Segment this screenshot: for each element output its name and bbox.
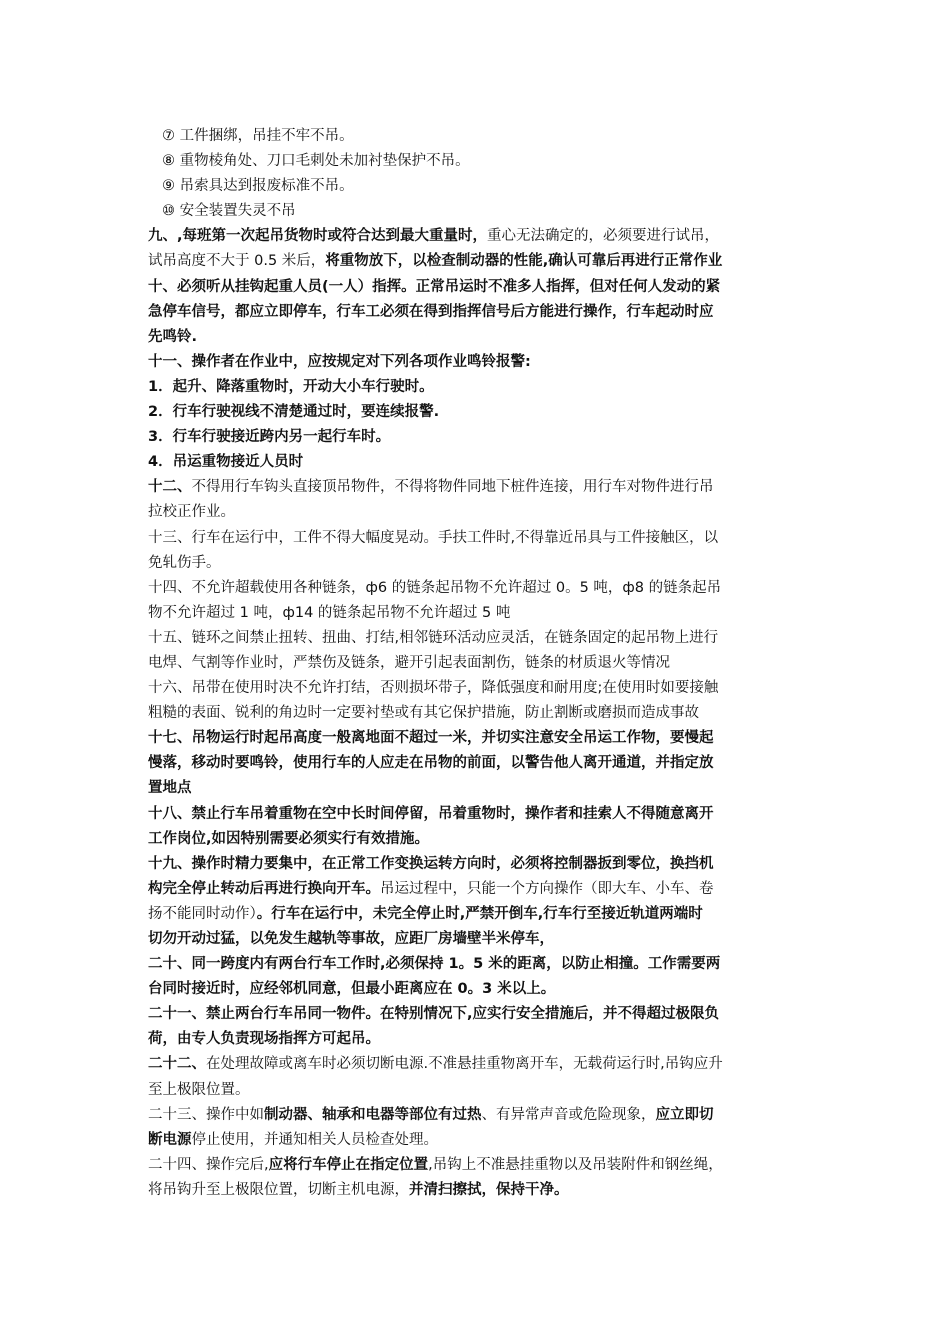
safety-rules-text (148, 124, 816, 1203)
text-line (148, 249, 816, 274)
text-line (148, 802, 816, 827)
body-text: 扬不能同时动作） (148, 905, 257, 922)
bold-text: 九、,每班第一次起吊货物时或符合达到最大重量时， (148, 228, 488, 245)
text-line (148, 626, 816, 651)
bold-text: 切勿开动过猛，以免发生越轨等事故，应距厂房墙壁半米停车， (148, 931, 554, 947)
body-text: 至上极限位置。 (148, 1081, 250, 1098)
text-line (148, 400, 816, 425)
text-line (148, 902, 816, 927)
text-line (148, 526, 816, 551)
body-text: ⑦ 工件捆绑，吊挂不牢不吊。 (162, 128, 354, 144)
text-line (148, 1078, 816, 1103)
text-line (148, 551, 816, 576)
body-text: 免轧伤手。 (148, 554, 221, 571)
bold-text: 应立即切 (655, 1106, 714, 1123)
body-text: 十四、不允许超载使用各种链条，ф6 的链条起吊物不允许超过 0。5 吨，ф8 的链条起吊 (148, 579, 722, 596)
body-text: ⑧ 重物棱角处、刀口毛刺处未加衬垫保护不吊。 (162, 153, 470, 170)
bold-text: 十九、操作时精力要集中，在正常工作变换运转方向时，必须将控制器扳到零位，换挡机 (148, 855, 714, 872)
text-line (148, 601, 816, 626)
body-text: 停止使用，并通知相关人员检查处理。 (191, 1131, 438, 1148)
bold-text: 慢落，移动时要鸣铃，使用行车的人应走在吊物的前面，以警告他人离开通道，并指定放 (148, 755, 714, 772)
body-text: 拉校正作业。 (148, 504, 235, 521)
text-line (148, 827, 816, 852)
bold-text: 2．行车行驶视线不清楚通过时，要连续报警. (148, 404, 440, 421)
body-text: 十六、吊带在使用时决不允许打结，否则损坏带子，降低强度和耐用度;在使用时如要接触 (148, 680, 719, 697)
bold-text: 二十二、 (148, 1056, 206, 1073)
text-line (148, 1002, 816, 1027)
bold-text: 先鸣铃. (148, 328, 198, 345)
body-text: ⑨ 吊索具达到报废标准不吊。 (162, 178, 354, 195)
text-line (148, 1103, 816, 1128)
text-line (148, 174, 816, 199)
bold-text: 断电源 (148, 1131, 192, 1148)
body-text: 试吊高度不大于 0.5 米后， (148, 253, 326, 270)
body-text: 在处理故障或离车时必须切断电源.不准悬挂重物离开车，无载荷运行时,吊钩应升 (206, 1056, 723, 1073)
body-text: 粗糙的表面、锐利的角边时一定要衬垫或有其它保护措施，防止割断或磨损而造成事故 (148, 705, 699, 722)
bold-text: 。行车在运行中，未完全停止时,严禁开倒车,行车行至接近轨道两端时 (256, 905, 703, 922)
text-line (148, 425, 816, 450)
body-text: 将吊钩升至上极限位置，切断主机电源， (148, 1181, 409, 1198)
text-line (148, 224, 816, 249)
bold-text: 应将行车停止在指定位置 (268, 1156, 429, 1173)
text-line (148, 475, 816, 500)
bold-text: 3．行车行驶接近跨内另一起行车时。 (148, 429, 391, 446)
text-line (148, 651, 816, 676)
bold-text: 十八、禁止行车吊着重物在空中长时间停留，吊着重物时，操作者和挂索人不得随意离开 (148, 805, 714, 822)
text-line (148, 450, 816, 475)
text-line (148, 325, 816, 350)
bold-text: 1．起升、降落重物时，开动大小车行驶时。 (148, 378, 434, 395)
body-text: 二十三、操作中如 (148, 1106, 264, 1123)
text-line (148, 300, 816, 325)
text-line (148, 500, 816, 525)
bold-text: 制动器、轴承和电器等部位有过热 (264, 1106, 482, 1123)
bold-text: 将重物放下，以检查制动器的性能,确认可靠后再进行正常作业 (325, 253, 723, 270)
text-line (148, 877, 816, 902)
text-line (148, 576, 816, 601)
text-line (148, 676, 816, 701)
text-line (148, 852, 816, 877)
text-line (148, 776, 816, 801)
bold-text: 台同时接近时，应经邻机同意，但最小距离应在 0。3 米以上。 (148, 981, 556, 998)
text-line (148, 124, 816, 149)
text-line (148, 1128, 816, 1153)
bold-text: 4．吊运重物接近人员时 (148, 454, 304, 471)
text-line (148, 977, 816, 1002)
text-line (148, 149, 816, 174)
body-text: 电焊、气割等作业时，严禁伤及链条，避开引起表面割伤，链条的材质退火等情况 (148, 654, 670, 671)
body-text: 物不允许超过 1 吨，ф14 的链条起吊物不允许超过 5 吨 (148, 604, 511, 621)
text-line (148, 375, 816, 400)
text-line (148, 952, 816, 977)
bold-text: 荷，由专人负责现场指挥方可起吊。 (148, 1031, 380, 1048)
bold-text: 二十、同一跨度内有两台行车工作时,必须保持 1。5 米的距离，以防止相撞。工作需要两 (148, 956, 721, 973)
body-text: 十五、链环之间禁止扭转、扭曲、打结,相邻链环活动应灵活，在链条固定的起吊物上进行 (148, 629, 719, 646)
text-line (148, 1153, 816, 1178)
text-line (148, 350, 816, 375)
bold-text: 十一、操作者在作业中，应按规定对下列各项作业鸣铃报警: (148, 353, 531, 370)
text-line (148, 275, 816, 300)
bold-text: 十七、吊物运行时起吊高度一般离地面不超过一米，并切实注意安全吊运工作物，要慢起 (148, 730, 714, 747)
body-text: 吊运过程中，只能一个方向操作（即大车、小车、卷 (380, 880, 714, 897)
text-line (148, 199, 816, 224)
text-line (148, 701, 816, 726)
body-text: 二十四、操作完后, (148, 1156, 269, 1173)
bold-text: 急停车信号，都应立即停车，行车工必须在得到指挥信号后方能进行操作，行车起动时应 (148, 303, 714, 320)
body-text: 不得用行车钩头直接顶吊物件，不得将物件同地下桩件连接，用行车对物件进行吊 (191, 479, 714, 496)
text-line (148, 1027, 816, 1052)
bold-text: 并清扫擦拭，保持干净。 (409, 1181, 569, 1198)
text-line (148, 751, 816, 776)
text-line (148, 1178, 816, 1203)
text-line (148, 1052, 816, 1077)
body-text: 重心无法确定的，必须要进行试吊， (487, 228, 720, 245)
body-text: ⑩ 安全装置失灵不吊 (162, 203, 296, 220)
bold-text: 置地点 (148, 780, 192, 797)
bold-text: 十二、 (148, 479, 192, 496)
text-line (148, 726, 816, 751)
bold-text: 二十一、禁止两台行车吊同一物件。在特别情况下,应实行安全措施后，并不得超过极限负 (148, 1006, 720, 1023)
bold-text: 构完全停止转动后再进行换向开车。 (148, 880, 380, 897)
body-text: 、有异常声音或危险现象， (481, 1106, 656, 1123)
body-text: ,吊钩上不准悬挂重物以及吊装附件和钢丝绳， (428, 1156, 723, 1173)
text-line (148, 927, 816, 952)
bold-text: 工作岗位,如因特别需要必须实行有效措施。 (148, 830, 430, 847)
bold-text: 十、必须听从挂钩起重人员(一人）指挥。正常吊运时不准多人指挥，但对任何人发动的紧 (148, 278, 721, 295)
body-text: 十三、行车在运行中，工件不得大幅度晃动。手扶工件时,不得靠近吊具与工件接触区，以 (148, 529, 719, 546)
